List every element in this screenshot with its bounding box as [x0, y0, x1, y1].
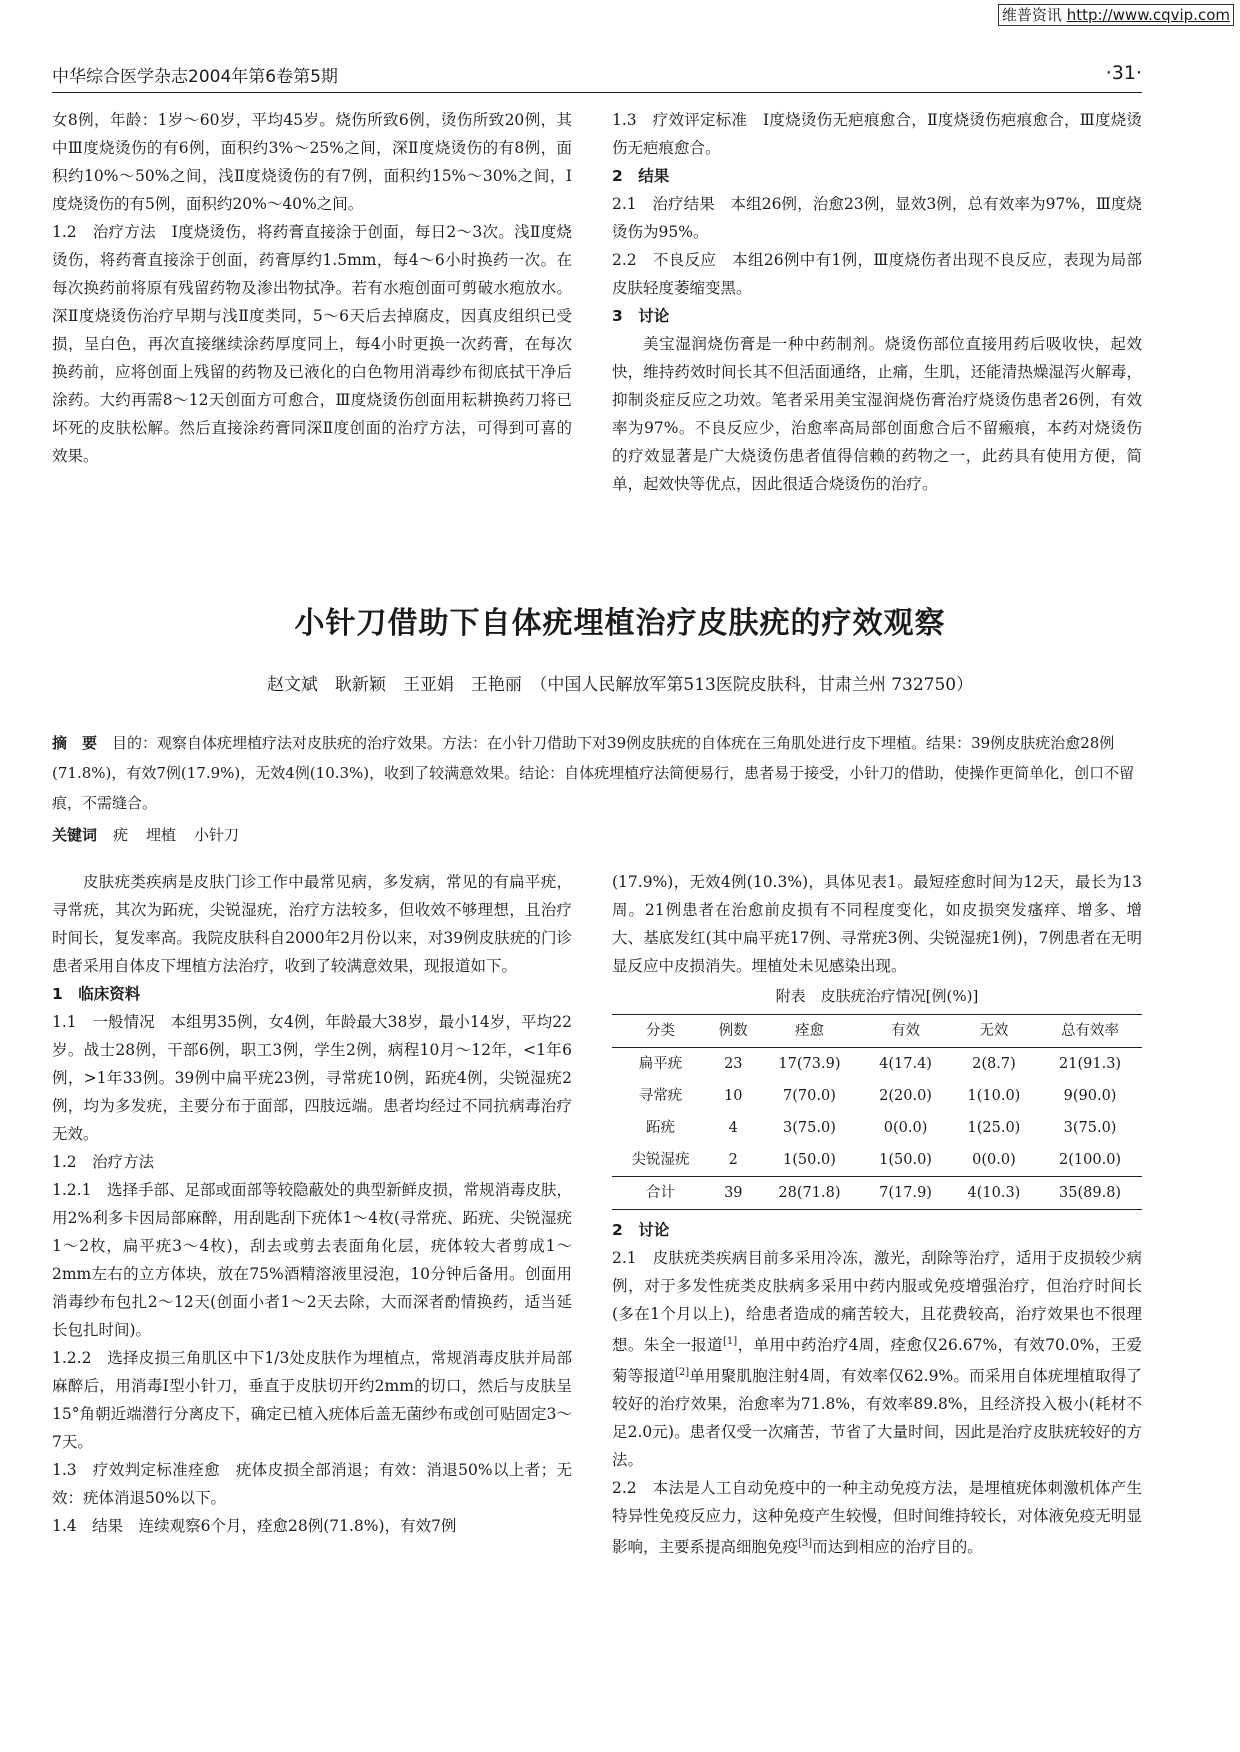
section-heading: 2 讨论 [612, 1221, 670, 1239]
table-cell: 合计 [646, 1185, 676, 1201]
prev-article-right-column [612, 106, 1142, 498]
section-heading: 2 结果 [612, 167, 670, 185]
body-paragraph: 1.4 结果 连续观察6个月，痊愈28例(71.8%)，有效7例 [52, 1517, 457, 1535]
citation-ref[interactable]: [2] [674, 1367, 690, 1379]
keyword: 疣 [113, 826, 129, 844]
table-cell: 2(100.0) [1059, 1152, 1122, 1168]
table-cell: 2(20.0) [879, 1088, 932, 1104]
table-cell: 扁平疣 [638, 1056, 683, 1072]
table-cell: 3(75.0) [1063, 1120, 1117, 1136]
table-cell: 4(10.3) [967, 1185, 1021, 1201]
section-heading: 3 讨论 [612, 307, 670, 325]
table-total-row [612, 1177, 1142, 1210]
body-paragraph: 皮肤疣类疾病是皮肤门诊工作中最常见病，多发病，常见的有扁平疣，寻常疣，其次为跖疣，尖锐湿疣，治疗方法较多，但收效不够理想，且治疗时间长，复发率高。我院皮肤科自2000年2月份以来，对39例皮肤疣的门诊患者采用自体皮下埋植方法治疗，收到了较满意效果，现报道如下。 [52, 873, 572, 975]
table-cell: 4(17.4) [879, 1056, 932, 1072]
abstract [52, 728, 1142, 818]
body-paragraph: 2.2 本法是人工自动免疫中的一种主动免疫方法，是埋植疣体刺激机体产生特异性免疫反应力，这种免疫产生较慢，但时间维持较长，对体液免疫无明显影响，主要系提高细胞免疫[3]而达到相应的治疗目的。 [612, 1479, 1142, 1557]
table-caption: 附表 皮肤疣治疗情况[例(%)] [775, 987, 979, 1005]
prev-paragraph: 美宝湿润烧伤膏是一种中药制剂。烧烫伤部位直接用药后吸收快，起效快，维持药效时间长其不但活面通络，止痛，生肌，还能清热燥湿泻火解毒，抑制炎症反应之功效。笔者采用美宝湿润烧伤膏治疗烧烫伤患者26例，有效率为97%。不良反应少，治愈率高局部创面愈合后不留瘢痕，本药对烧烫伤的疗效显著是广大烧烫伤患者值得信赖的药物之一，此药具有使用方便，简单，起效快等优点，因此很适合烧烫伤的治疗。 [612, 335, 1142, 493]
table-header-cell: 痊愈 [794, 1023, 824, 1039]
table-cell: 尖锐湿疣 [631, 1152, 690, 1168]
table-row [612, 1048, 1142, 1081]
table-cell: 1(25.0) [967, 1120, 1021, 1136]
page-number: ·31· [1105, 62, 1142, 84]
table-header-cell: 总有效率 [1061, 1023, 1120, 1039]
prev-paragraph: 1.3 疗效评定标准 Ⅰ度烧烫伤无疤痕愈合，Ⅱ度烧烫伤疤痕愈合，Ⅲ度烧烫伤无疤痕愈合。 [612, 111, 1142, 157]
table-cell: 3(75.0) [783, 1120, 836, 1136]
abstract-label: 摘 要 [52, 734, 98, 752]
prev-paragraph: 女8例，年龄：1岁～60岁，平均45岁。烧伤所致6例，烫伤所致20例，其中Ⅲ度烧烫伤的有6例，面积约3%～25%之间，深Ⅱ度烧烫伤的有8例，面积约10%～50%之间，浅Ⅱ度烧烫伤的有7例，面积约15%～30%之间，Ⅰ度烧烫伤的有5例，面积约20%～40%之间。 [52, 111, 572, 213]
header-rule [52, 92, 1142, 93]
table-header-cell: 无效 [979, 1023, 1009, 1039]
table-header-cell: 分类 [646, 1023, 676, 1039]
watermark-link[interactable]: http://www.cqvip.com [1066, 6, 1230, 24]
body-paragraph: 1.3 疗效判定标准痊愈 疣体皮损全部消退；有效：消退50%以上者；无效：疣体消退50%以下。 [52, 1461, 572, 1507]
prev-article-left-column [52, 106, 572, 470]
table-cell: 17(73.9) [778, 1056, 841, 1072]
body-paragraph: 1.1 一般情况 本组男35例，女4例，年龄最大38岁，最小14岁，平均22岁。战士28例，干部6例，职工3例，学生2例，病程10月～12年，<1年6例，>1年33例。39例中扁平疣23例，寻常疣10例，跖疣4例，尖锐湿疣2例，均为多发疣，主要分布于面部，四肢远端。患者均经过不同抗病毒治疗无效。 [52, 1013, 572, 1143]
table-row [612, 1144, 1142, 1177]
table-header-cell: 有效 [891, 1023, 921, 1039]
keyword: 埋植 [146, 826, 177, 844]
body-paragraph: (17.9%)，无效4例(10.3%)，具体见表1。最短痊愈时间为12天，最长为13周。21例患者在治愈前皮损有不同程度变化，如皮损突发瘙痒、增多、增大、基底发红(其中扁平疣17例、寻常疣3例、尖锐湿疣1例)，7例患者在无明显反应中皮损消失。埋植处未见感染出现。 [612, 873, 1142, 975]
body-right-column [612, 868, 1142, 1561]
body-paragraph: 1.2.2 选择皮损三角肌区中下1/3处皮肤作为埋植点，常规消毒皮肤并局部麻醉后，用消毒Ⅰ型小针刀，垂直于皮肤切开约2mm的切口，然后与皮肤呈15°角朝近端潜行分离皮下，确定已植入疣体后盖无菌纱布或创可贴固定3～7天。 [52, 1349, 572, 1451]
table-cell: 0(0.0) [883, 1120, 928, 1136]
keywords [52, 824, 1142, 845]
keyword: 小针刀 [194, 826, 240, 844]
table-cell: 28(71.8) [778, 1185, 841, 1201]
section-heading: 1 临床资料 [52, 985, 141, 1003]
table-cell: 35(89.8) [1059, 1185, 1122, 1201]
table-cell: 0(0.0) [972, 1152, 1016, 1168]
article-authors: 赵文斌 耿新颖 王亚娟 王艳丽 （中国人民解放军第513医院皮肤科，甘肃兰州 732750） [266, 675, 974, 695]
article-title: 小针刀借助下自体疣埋植治疗皮肤疣的疗效观察 [294, 606, 946, 641]
body-left-column [52, 868, 572, 1540]
table-cell: 10 [724, 1088, 743, 1104]
table-cell: 7(17.9) [879, 1185, 932, 1201]
running-header [52, 62, 1142, 87]
table-cell: 寻常疣 [638, 1088, 683, 1104]
table-cell: 23 [724, 1056, 743, 1072]
results-table [612, 1014, 1142, 1210]
journal-name: 中华综合医学杂志2004年第6卷第5期 [52, 67, 338, 87]
citation-ref[interactable]: [1] [723, 1336, 738, 1347]
table-header-cell: 例数 [718, 1023, 748, 1039]
prev-paragraph: 2.1 治疗结果 本组26例，治愈23例，显效3例，总有效率为97%，Ⅲ度烧烫伤为95%。 [612, 195, 1142, 241]
citation-ref[interactable]: [3] [798, 1538, 813, 1550]
table-row [612, 1112, 1142, 1144]
table-cell: 跖疣 [646, 1120, 676, 1136]
abstract-text: 目的：观察自体疣埋植疗法对皮肤疣的治疗效果。方法：在小针刀借助下对39例皮肤疣的自体疣在三角肌处进行皮下埋植。结果：39例皮肤疣治愈28例(71.8%)，有效7例(17.9%)，无效4例(10.3%)，收到了较满意效果。结论：自体疣埋植疗法简便易行，患者易于接受，小针刀的借助，使操作更简单化，创口不留痕，不需缝合。 [52, 734, 1135, 812]
prev-paragraph: 1.2 治疗方法 Ⅰ度烧烫伤，将药膏直接涂于创面，每日2～3次。浅Ⅱ度烧烫伤，将药膏直接涂于创面，药膏厚约1.5mm，每4～6小时换药一次。在每次换药前将原有残留药物及渗出物拭净。若有水疱创面可剪破水疱放水。深Ⅱ度烧烫伤治疗早期与浅Ⅱ度类同，5～6天后去掉腐皮，因真皮组织已受损，呈白色，再次直接继续涂药厚度同上，每4小时更换一次药膏，在每次换药前，应将创面上残留的药物及已液化的白色物用消毒纱布彻底拭干净后涂药。大约再需8～12天创面方可愈合，Ⅲ度烧烫伤创面用耘耕换药刀将已坏死的皮肤松解。然后直接涂药膏同深Ⅱ度创面的治疗方法，可得到可喜的效果。 [52, 223, 572, 465]
table-cell: 1(50.0) [783, 1152, 836, 1168]
table-cell: 9(90.0) [1063, 1088, 1117, 1104]
table-cell: 1(50.0) [879, 1152, 932, 1168]
table-cell: 7(70.0) [783, 1088, 836, 1104]
watermark: 维普资讯 http://www.cqvip.com [998, 4, 1234, 26]
table-cell: 39 [724, 1185, 743, 1201]
table-cell: 21(91.3) [1059, 1056, 1122, 1072]
table-row [612, 1080, 1142, 1112]
table-cell: 1(10.0) [967, 1088, 1021, 1104]
table-cell: 2 [728, 1152, 738, 1168]
body-paragraph: 1.2.1 选择手部、足部或面部等较隐蔽处的典型新鲜皮损，常规消毒皮肤，用2%利多卡因局部麻醉，用刮匙刮下疣体1～4枚(寻常疣、跖疣、尖锐湿疣1～2枚，扁平疣3～4枚)，刮去或剪去表面角化层，疣体较大者剪成1～2mm左右的立方体块，放在75%酒精溶液里浸泡，10分钟后备用。创面用消毒纱布包扎2～12天(创面小者1～2天去除，大而深者酌情换药，适当延长包扎时间)。 [52, 1181, 572, 1339]
table-cell: 4 [728, 1120, 738, 1136]
table-cell: 2(8.7) [972, 1056, 1016, 1072]
keywords-label: 关键词 [52, 826, 98, 844]
prev-paragraph: 2.2 不良反应 本组26例中有1例，Ⅲ度烧伤者出现不良反应，表现为局部皮肤轻度萎缩变黑。 [612, 251, 1142, 297]
subsection-heading: 1.2 治疗方法 [52, 1153, 155, 1171]
body-paragraph: 2.1 皮肤疣类疾病目前多采用冷冻，激光，刮除等治疗，适用于皮损较少病例，对于多发性疣类皮肤病多采用中药内服或免疫增强治疗，但治疗时间长(多在1个月以上)，给患者造成的痛苦较大，且花费较高，治疗效果也不很理想。朱全一报道[1]，单用中药治疗4周，痊愈仅26.67%，有效70.0%，王爱菊等报道[2]单用聚肌胞注射4周，有效率仅62.9%。而采用自体疣埋植取得了较好的治疗效果，治愈率为71.8%，有效率89.8%，且经济投入极小(耗材不足2.0元)。患者仅受一次痛苦，节省了大量时间，因此是治疗皮肤疣较好的方法。 [612, 1249, 1142, 1470]
